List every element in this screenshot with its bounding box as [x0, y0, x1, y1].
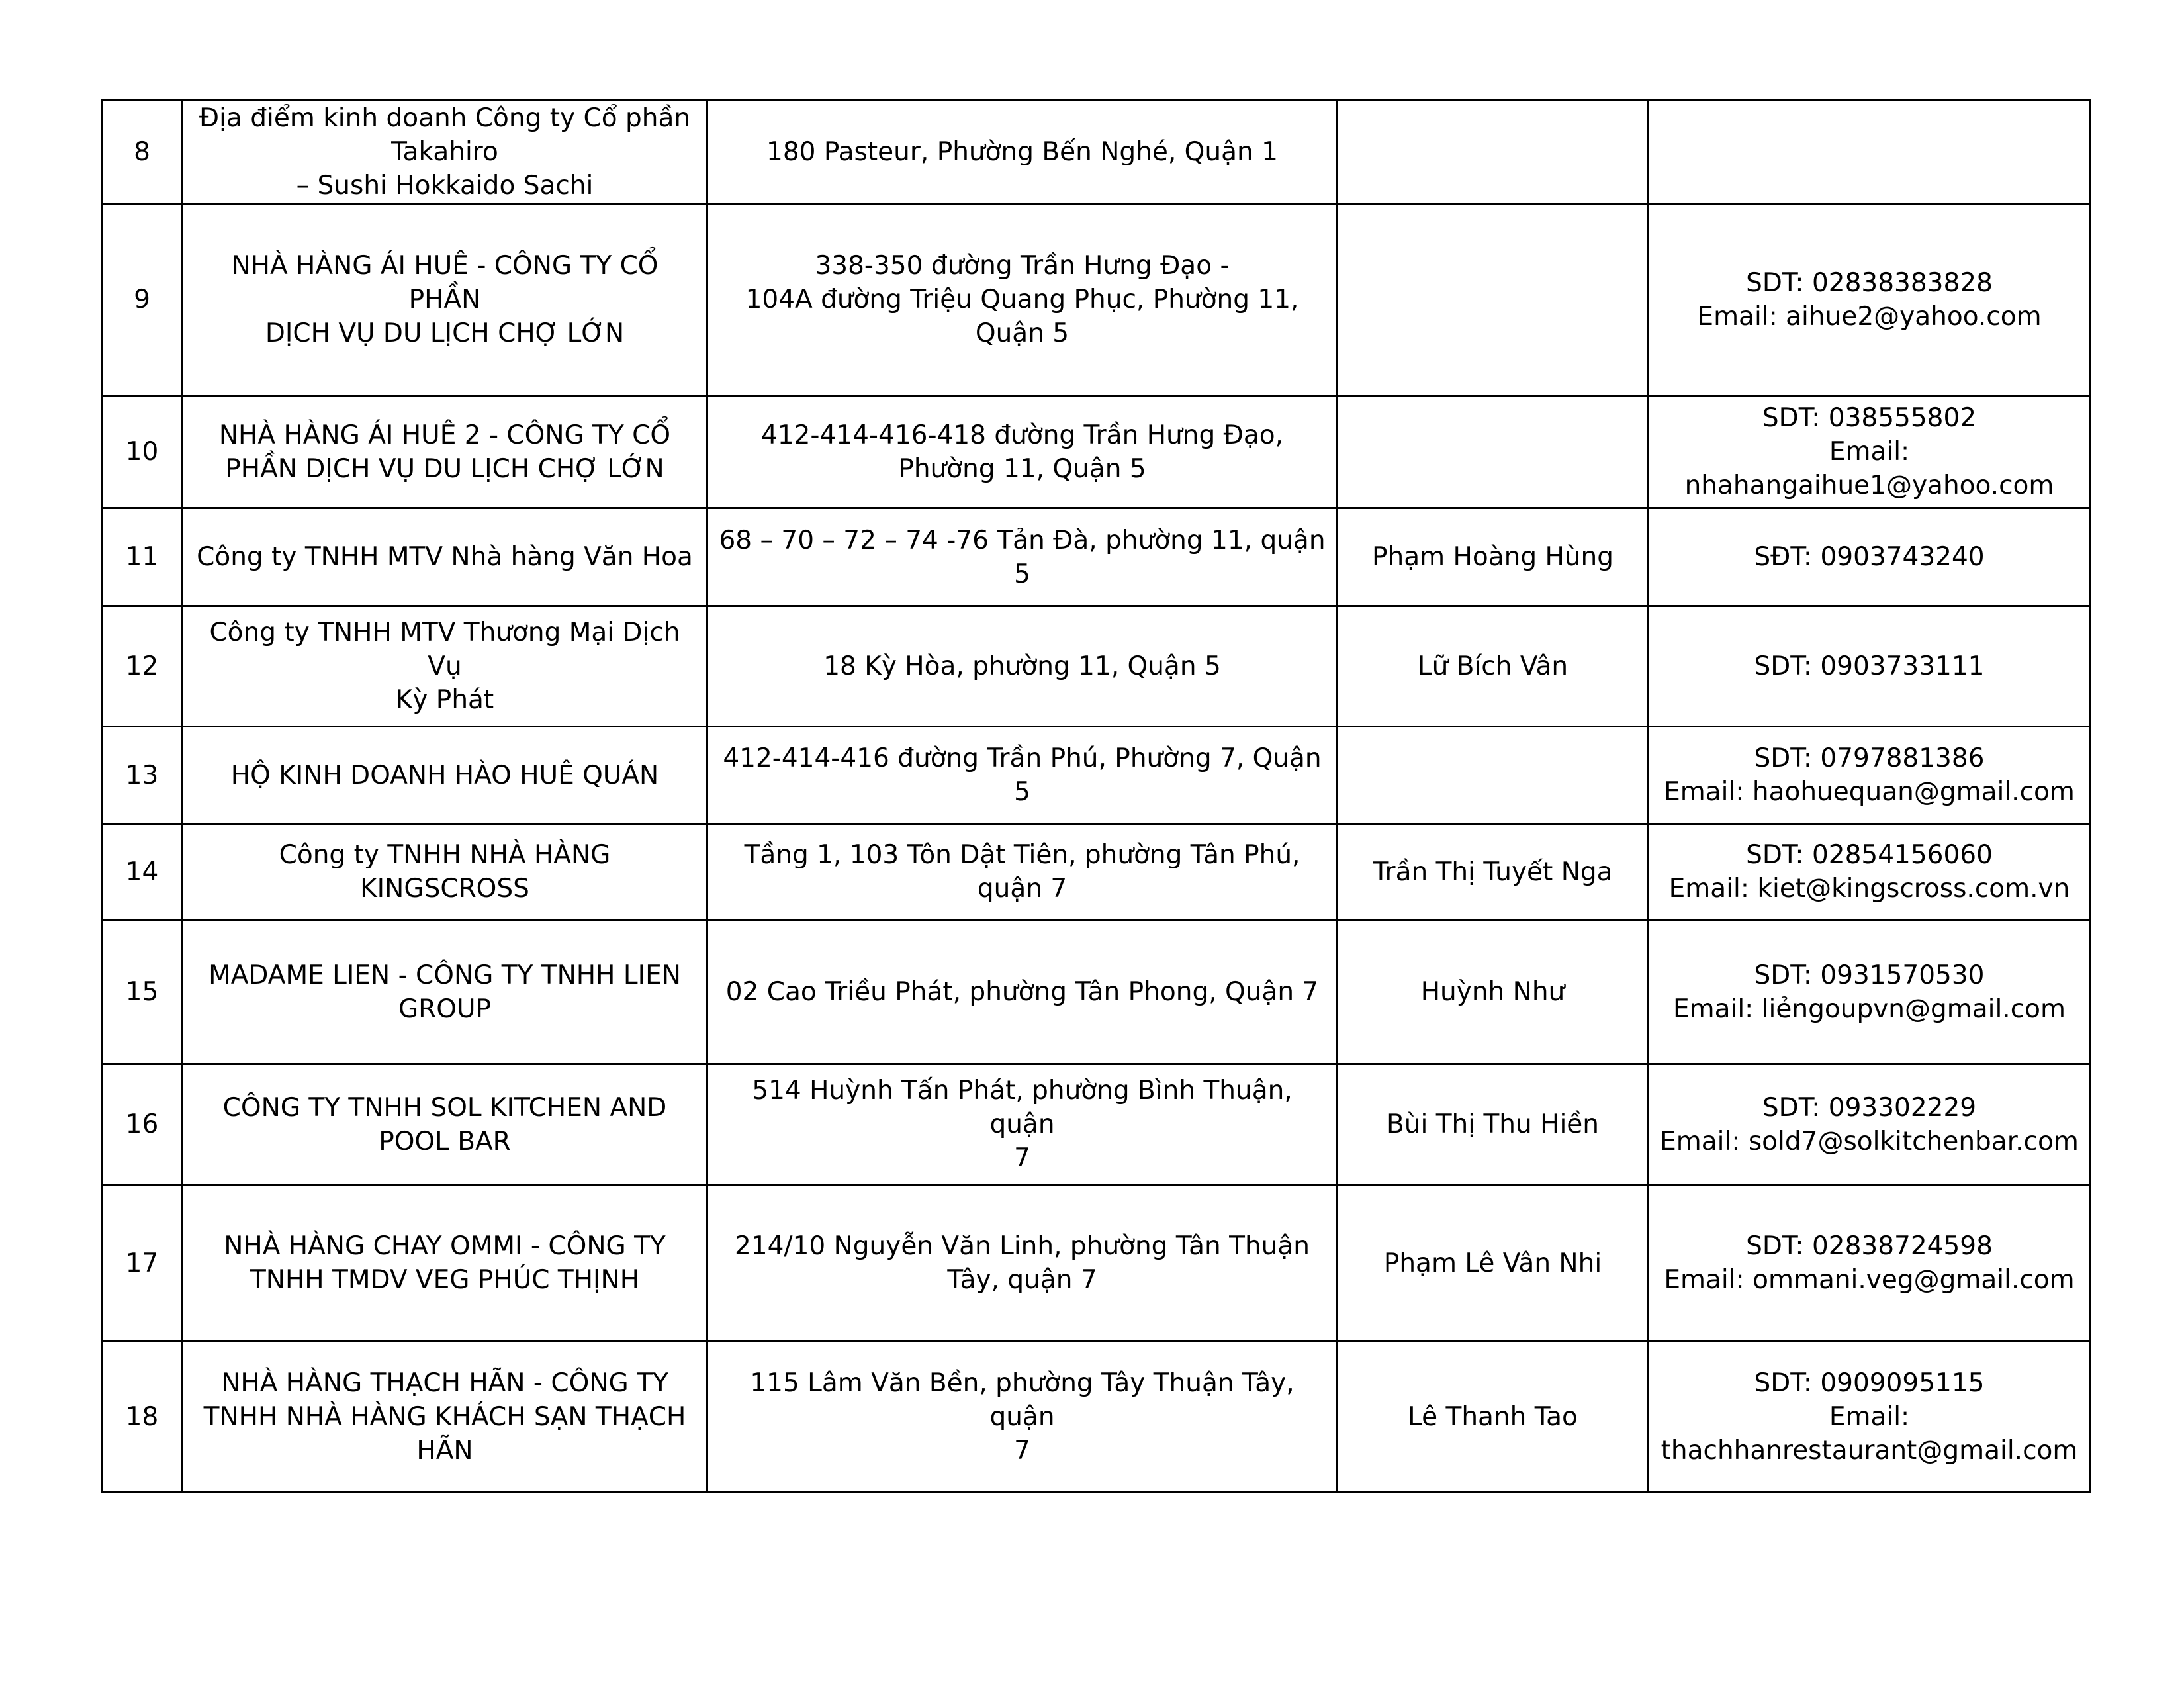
address: 514 Huỳnh Tấn Phát, phường Bình Thuận, quận 7 — [707, 1064, 1338, 1185]
business-name: Công ty TNHH MTV Nhà hàng Văn Hoa — [183, 508, 707, 606]
contact: SĐT: 0903743240 — [1649, 508, 2091, 606]
contact: SDT: 093302229 Email: sold7@solkitchenbar.com — [1649, 1064, 2091, 1185]
business-name: NHÀ HÀNG CHAY OMMI - CÔNG TY TNHH TMDV VEG PHÚC THỊNH — [183, 1185, 707, 1342]
table-row — [102, 1342, 2091, 1493]
representative — [1338, 204, 1649, 396]
row-number: 10 — [102, 396, 183, 508]
address: 02 Cao Triều Phát, phường Tân Phong, Quận 7 — [707, 920, 1338, 1064]
table-row — [102, 508, 2091, 606]
representative — [1338, 396, 1649, 508]
table-row — [102, 824, 2091, 920]
contact: SDT: 02854156060 Email: kiet@kingscross.com.vn — [1649, 824, 2091, 920]
representative: Phạm Hoàng Hùng — [1338, 508, 1649, 606]
contact: SDT: 02838724598 Email: ommani.veg@gmail.com — [1649, 1185, 2091, 1342]
business-name: HỘ KINH DOANH HÀO HUÊ QUÁN — [183, 727, 707, 824]
contact: SDT: 02838383828 Email: aihue2@yahoo.com — [1649, 204, 2091, 396]
contact: SDT: 0909095115 Email: thachhanrestaurant@gmail.com — [1649, 1342, 2091, 1493]
representative: Trần Thị Tuyết Nga — [1338, 824, 1649, 920]
contact: SDT: 0931570530 Email: liẻngoupvn@gmail.com — [1649, 920, 2091, 1064]
row-number: 15 — [102, 920, 183, 1064]
representative — [1338, 101, 1649, 204]
row-number: 17 — [102, 1185, 183, 1342]
address: 412-414-416-418 đường Trần Hưng Đạo, Phường 11, Quận 5 — [707, 396, 1338, 508]
representative: Lữ Bích Vân — [1338, 606, 1649, 727]
business-name: NHÀ HÀNG ÁI HUÊ - CÔNG TY CỔ PHẦN DỊCH VỤ DU LỊCH CHỢ LỚN — [183, 204, 707, 396]
representative: Huỳnh Như — [1338, 920, 1649, 1064]
restaurant-table — [101, 99, 2091, 1493]
row-number: 14 — [102, 824, 183, 920]
row-number: 12 — [102, 606, 183, 727]
representative: Lê Thanh Tao — [1338, 1342, 1649, 1493]
business-name: Công ty TNHH NHÀ HÀNG KINGSCROSS — [183, 824, 707, 920]
business-name: NHÀ HÀNG ÁI HUÊ 2 - CÔNG TY CỔ PHẦN DỊCH VỤ DU LỊCH CHỢ LỚN — [183, 396, 707, 508]
row-number: 16 — [102, 1064, 183, 1185]
row-number: 9 — [102, 204, 183, 396]
row-number: 11 — [102, 508, 183, 606]
row-number: 13 — [102, 727, 183, 824]
table-row — [102, 396, 2091, 508]
address: 115 Lâm Văn Bền, phường Tây Thuận Tây, quận 7 — [707, 1342, 1338, 1493]
representative: Bùi Thị Thu Hiền — [1338, 1064, 1649, 1185]
contact: SDT: 0903733111 — [1649, 606, 2091, 727]
contact — [1649, 101, 2091, 204]
address: 214/10 Nguyễn Văn Linh, phường Tân Thuận Tây, quận 7 — [707, 1185, 1338, 1342]
table-row — [102, 204, 2091, 396]
table-row — [102, 1185, 2091, 1342]
business-name: MADAME LIEN - CÔNG TY TNHH LIEN GROUP — [183, 920, 707, 1064]
representative — [1338, 727, 1649, 824]
table-row — [102, 1064, 2091, 1185]
table-row — [102, 606, 2091, 727]
contact: SDT: 038555802 Email: nhahangaihue1@yahoo.com — [1649, 396, 2091, 508]
business-name: CÔNG TY TNHH SOL KITCHEN AND POOL BAR — [183, 1064, 707, 1185]
business-name: Công ty TNHH MTV Thương Mại Dịch Vụ Kỳ Phát — [183, 606, 707, 727]
address: Tầng 1, 103 Tôn Dật Tiên, phường Tân Phú, quận 7 — [707, 824, 1338, 920]
representative: Phạm Lê Vân Nhi — [1338, 1185, 1649, 1342]
row-number: 8 — [102, 101, 183, 204]
address: 412-414-416 đường Trần Phú, Phường 7, Quận 5 — [707, 727, 1338, 824]
address: 18 Kỳ Hòa, phường 11, Quận 5 — [707, 606, 1338, 727]
table-row — [102, 101, 2091, 204]
table-row — [102, 727, 2091, 824]
business-name: Địa điểm kinh doanh Công ty Cổ phần Takahiro – Sushi Hokkaido Sachi — [183, 101, 707, 204]
address: 68 – 70 – 72 – 74 -76 Tản Đà, phường 11, quận 5 — [707, 508, 1338, 606]
table-row — [102, 920, 2091, 1064]
business-name: NHÀ HÀNG THẠCH HÃN - CÔNG TY TNHH NHÀ HÀNG KHÁCH SẠN THẠCH HÃN — [183, 1342, 707, 1493]
contact: SDT: 0797881386 Email: haohuequan@gmail.com — [1649, 727, 2091, 824]
row-number: 18 — [102, 1342, 183, 1493]
address: 338-350 đường Trần Hưng Đạo - 104A đường Triệu Quang Phục, Phường 11, Quận 5 — [707, 204, 1338, 396]
address: 180 Pasteur, Phường Bến Nghé, Quận 1 — [707, 101, 1338, 204]
